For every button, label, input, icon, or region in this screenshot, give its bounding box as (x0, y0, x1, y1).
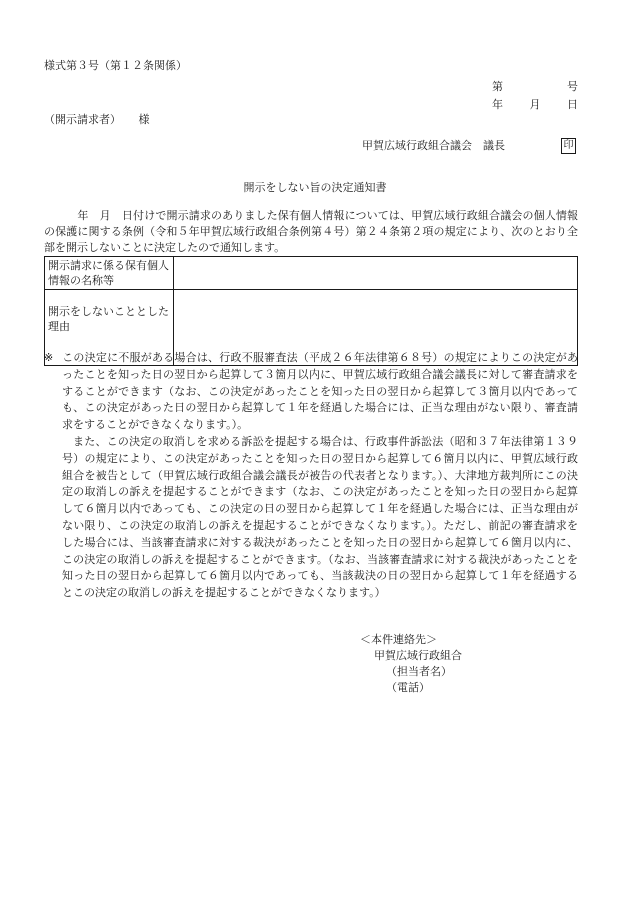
document-title: 開示をしない旨の決定通知書 (243, 181, 387, 194)
number-prefix: 第 (492, 80, 503, 93)
date-year: 年 (492, 98, 503, 111)
row-label-info-name: 開示請求に係る保有個人情報の名称等 (45, 257, 174, 290)
sender-name: 甲賀広域行政組合議会 議長 (362, 139, 505, 153)
document-number (468, 78, 578, 96)
issue-number-date (468, 78, 578, 114)
recipient-honorific: 様 (138, 113, 150, 126)
contact-block (360, 632, 462, 696)
appeal-note (44, 350, 578, 602)
note-mark: ※ (44, 351, 54, 364)
recipient (44, 112, 150, 127)
note-paragraph-1-text: この決定に不服がある場合は、行政不服審査法（平成２６年法律第６８号）の規定によりこの決定があったことを知った日の翌日から起算して３箇月以内に、甲賀広域行政組合議会議長に対して審査請求をすることができます（なお、この決定があったことを知った日の翌日から起算して３箇月以内であっても、この決定があった日の翌日から起算して１年を経過した場合には、正当な理由がない限り、審査請求をすることができなくなります。）。 (62, 351, 578, 432)
contact-heading: ＜本件連絡先＞ (360, 633, 437, 646)
number-suffix: 号 (567, 80, 578, 93)
row-label-reason: 開示をしないこととした理由 (45, 290, 174, 366)
row-value-info-name (174, 257, 578, 290)
recipient-label: （開示請求者） (44, 113, 121, 126)
table-row (45, 257, 578, 290)
contact-organization: 甲賀広域行政組合 (374, 649, 462, 662)
date-day: 日 (567, 98, 578, 111)
note-paragraph-1 (44, 350, 578, 434)
issue-date (468, 96, 578, 114)
note-paragraph-2: また、この決定の取消しを求める訴訟を提起する場合は、行政事件訴訟法（昭和３７年法律第１３９号）の規定により、この決定があったことを知った日の翌日から起算して６箇月以内に、甲賀広域行政組合を被告として（甲賀広域行政組合議会議長が被告の代表者となります。）、大津地方裁判所にこの決定の取消しの訴えを提起することができます（なお、この決定があったことを知った日の翌日から起算して６箇月以内であっても、この決定の日の翌日から起算して１年を経過した場合には、正当な理由がない限り、この決定の取消しの訴えを提起することができなくなります。）。ただし、前記の審査請求をした場合には、当該審査請求に対する裁決があったことを知った日の翌日から起算して６箇月以内に、この決定の取消しの訴えを提起することができます。（なお、当該審査請求に対する裁決があったことを知った日の翌日から起算して６箇月以内であっても、当該裁決の日の翌日から起算して１年を経過するとこの決定の取消しの訴えを提起することができなくなります。） (62, 434, 578, 600)
contact-phone: （電話） (386, 681, 430, 694)
date-month: 月 (529, 98, 541, 111)
sender (362, 138, 576, 154)
intro-paragraph: 年 月 日付けで開示請求のありました保有個人情報については、甲賀広域行政組合議会の個人情報の保護に関する条例（令和５年甲賀広域行政組合条例第４号）第２４条第２項の規定により、次のとおり全部を開示しないことに決定したので通知します。 (44, 209, 578, 254)
contact-person: （担当者名） (386, 665, 452, 678)
seal-box: 印 (561, 138, 576, 154)
form-number: 様式第３号（第１２条関係） (44, 59, 187, 72)
